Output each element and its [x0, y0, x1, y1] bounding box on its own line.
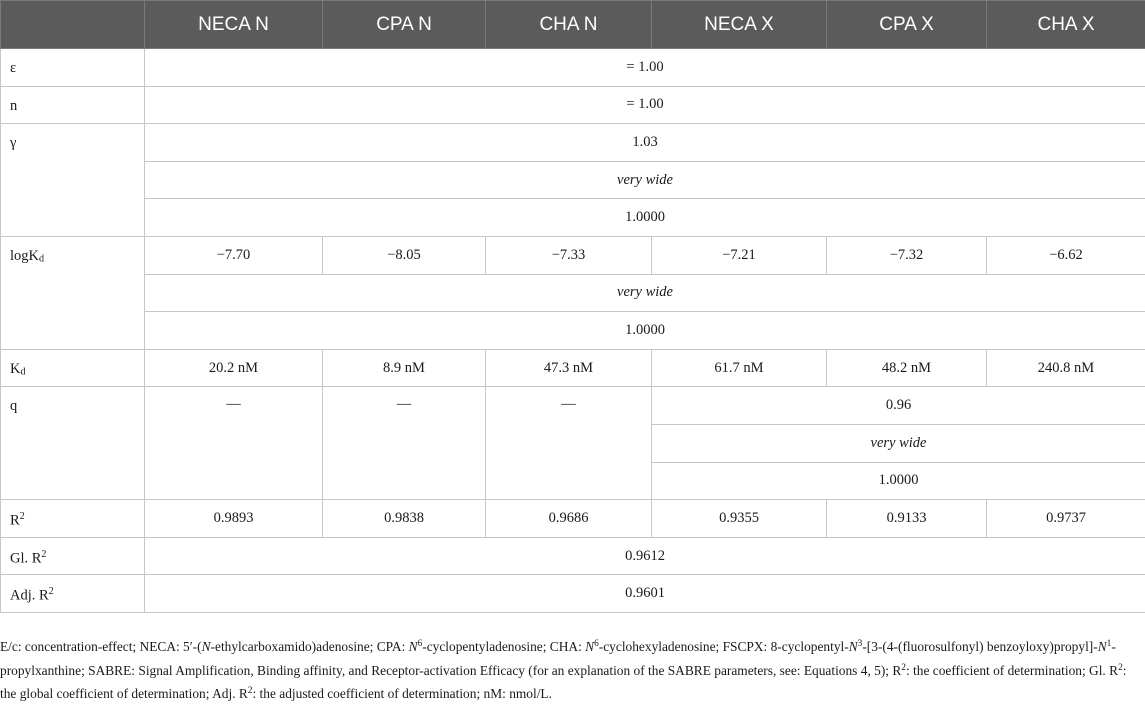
fn-p3: -cyclopentyladenosine; CHA: [422, 639, 585, 654]
label-r2 [1, 500, 145, 538]
r2-neca-n: 0.9893 [145, 500, 323, 538]
fn-i4: N [849, 639, 858, 654]
logkd-fit: 1.0000 [145, 312, 1145, 350]
r2-label-main: R [10, 513, 20, 529]
fn-p1: E/c: concentration-effect; NECA: 5′-( [0, 639, 202, 654]
row-gamma [1, 124, 1145, 162]
row-epsilon [1, 49, 1145, 87]
fn-s2: 6 [418, 639, 423, 649]
label-q: q [1, 387, 145, 500]
row-logkd-ci [1, 274, 1145, 312]
fn-i3: N [585, 639, 594, 654]
fn-p6: -propylxanthine; SABRE: Signal Amplification, Binding affinity, and Receptor-activation Efficacy (for an explanation of the SABRE parameters, see: Equations 4, 5); R [0, 639, 1116, 678]
header-row [1, 1, 1145, 49]
table-footnote [0, 634, 1140, 705]
n-value: = 1.00 [145, 86, 1145, 124]
fn-i2: N [409, 639, 418, 654]
r2-label-sup: 2 [20, 511, 25, 522]
label-adj-r2 [1, 575, 145, 613]
label-logkd [1, 236, 145, 349]
kd-neca-x: 61.7 nM [652, 349, 827, 387]
r2-cpa-n: 0.9838 [323, 500, 486, 538]
adj-r2-label-main: Adj. R [10, 588, 49, 604]
col-neca-n: NECA N [145, 1, 323, 49]
fn-s8: 2 [248, 686, 253, 696]
kd-cha-x: 240.8 nM [987, 349, 1145, 387]
fn-i1: N [202, 639, 211, 654]
logkd-ci: very wide [145, 274, 1145, 312]
row-kd [1, 349, 1145, 387]
logkd-cpa-n: −8.05 [323, 236, 486, 274]
logkd-cha-n: −7.33 [486, 236, 652, 274]
gl-r2-value: 0.9612 [145, 537, 1145, 575]
gl-r2-label-sup: 2 [41, 549, 46, 560]
fn-s6: 2 [901, 663, 906, 673]
adj-r2-value: 0.9601 [145, 575, 1145, 613]
col-neca-x: NECA X [652, 1, 827, 49]
row-adj-r2 [1, 575, 1145, 613]
r2-cha-n: 0.9686 [486, 500, 652, 538]
col-cpa-x: CPA X [827, 1, 987, 49]
label-gamma: γ [1, 124, 145, 237]
kd-cha-n: 47.3 nM [486, 349, 652, 387]
fn-s5: 1 [1107, 639, 1112, 649]
gamma-fit: 1.0000 [145, 199, 1145, 237]
fn-p7: : the coefficient of determination; Gl. R [906, 663, 1118, 678]
logkd-label-sub: d [39, 253, 44, 264]
logkd-cha-x: −6.62 [987, 236, 1145, 274]
q-x-value: 0.96 [652, 387, 1145, 425]
fn-s4: 3 [858, 639, 863, 649]
fn-i5: N [1098, 639, 1107, 654]
r2-cha-x: 0.9737 [987, 500, 1145, 538]
row-gamma-fit [1, 199, 1145, 237]
row-gamma-ci [1, 161, 1145, 199]
label-epsilon: ε [1, 49, 145, 87]
fn-p9: : the adjusted coefficient of determination; nM: nmol/L. [252, 686, 551, 701]
logkd-neca-x: −7.21 [652, 236, 827, 274]
col-cpa-n: CPA N [323, 1, 486, 49]
row-n [1, 86, 1145, 124]
epsilon-value: = 1.00 [145, 49, 1145, 87]
adj-r2-label-sup: 2 [49, 586, 54, 597]
q-cha-n: — [486, 387, 652, 500]
label-n: n [1, 86, 145, 124]
col-cha-x: CHA X [987, 1, 1145, 49]
gamma-ci: very wide [145, 161, 1145, 199]
kd-label-sub: d [20, 366, 25, 377]
col-cha-n: CHA N [486, 1, 652, 49]
fn-p4: -cyclohexyladenosine; FSCPX: 8-cyclopentyl- [599, 639, 849, 654]
r2-cpa-x: 0.9133 [827, 500, 987, 538]
q-fit: 1.0000 [652, 462, 1145, 500]
label-kd [1, 349, 145, 387]
logkd-neca-n: −7.70 [145, 236, 323, 274]
fn-p5: -[3-(4-(fluorosulfonyl) benzoyloxy)propyl]- [862, 639, 1097, 654]
q-cpa-n: — [323, 387, 486, 500]
label-gl-r2 [1, 537, 145, 575]
kd-neca-n: 20.2 nM [145, 349, 323, 387]
q-neca-n: — [145, 387, 323, 500]
q-ci: very wide [652, 424, 1145, 462]
logkd-label-main: logK [10, 248, 39, 264]
row-r2 [1, 500, 1145, 538]
fn-s7: 2 [1118, 663, 1123, 673]
kd-cpa-x: 48.2 nM [827, 349, 987, 387]
gamma-value: 1.03 [145, 124, 1145, 162]
fn-p8: : the global coefficient of determination; Adj. R [0, 663, 1127, 702]
kd-cpa-n: 8.9 nM [323, 349, 486, 387]
kd-label-main: K [10, 361, 20, 377]
fn-s3: 6 [594, 639, 599, 649]
row-q [1, 387, 1145, 425]
row-logkd-fit [1, 312, 1145, 350]
gl-r2-label-main: Gl. R [10, 550, 41, 566]
fn-p2: -ethylcarboxamido)adenosine; CPA: [211, 639, 409, 654]
logkd-cpa-x: −7.32 [827, 236, 987, 274]
header-corner [1, 1, 145, 49]
row-gl-r2 [1, 537, 1145, 575]
r2-neca-x: 0.9355 [652, 500, 827, 538]
row-logkd [1, 236, 1145, 274]
